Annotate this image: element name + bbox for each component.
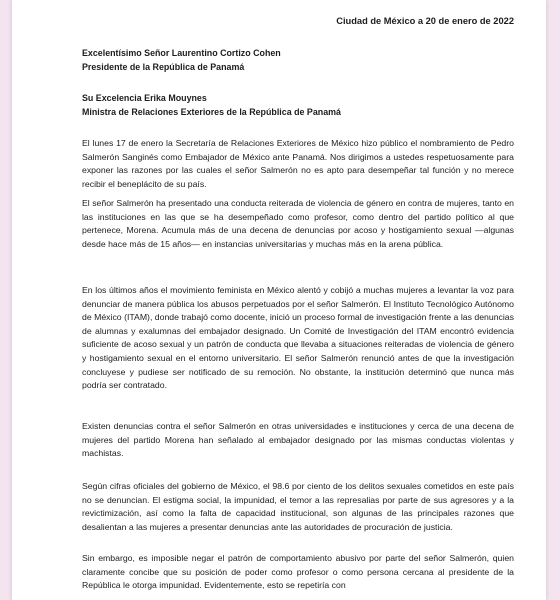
letter-paragraph-3: En los últimos años el movimiento feminista en México alentó y cobijó a muchas mujeres a levantar la voz para denunciar de manera pública los abusos perpetuados por el señor Salmerón. El Instituto Tecnológico Autónomo de México (ITAM), donde trabajó como docente, inició un proceso formal de investigación frente a las denuncias de alumnas y exalumnas del embajador designado. Un Comité de Investigación del ITAM encontró evidencia suficiente de acoso sexual y un patrón de conducta que llevaba a situaciones reiteradas de violencia de género y hostigamiento sexual en el entorno universitario. El señor Salmerón renunció antes de que la investigación concluyese y pudiese ser notificado de su remoción. No obstante, la institución determinó que nunca más podría ser contratado. (82, 285, 514, 391)
addressee-minister (82, 91, 341, 119)
letter-paragraph-4: Existen denuncias contra el señor Salmerón en otras universidades e instituciones y cerca de una decena de mujeres del partido Morena han señalado al embajador designado por las mismas conductas violentas y machistas. (82, 421, 514, 459)
addressee-president-name: Excelentísimo Señor Laurentino Cortizo Cohen (82, 48, 281, 58)
letter-page (12, 0, 546, 600)
letter-paragraph-5: Según cifras oficiales del gobierno de México, el 98.6 por ciento de los delitos sexuales cometidos en este país no se denuncian. El estigma social, la impunidad, el temor a las represalias por parte de sus agresores y a la revictimización, así como la falta de capacidad institucional, son algunas de las principales razones que desalientan a las mujeres a presentar denuncias ante las autoridades de procuración de justicia. (82, 481, 514, 532)
letter-paragraph-6: Sin embargo, es imposible negar el patrón de comportamiento abusivo por parte del señor Salmerón, quien claramente concibe que su posición de poder como profesor o como persona cercana al presidente de la República le otorga impunidad. Evidentemente, esto se repetiría con (82, 553, 514, 591)
addressee-minister-name: Su Excelencia Erika Mouynes (82, 93, 207, 103)
addressee-president (82, 46, 281, 74)
addressee-minister-title: Ministra de Relaciones Exteriores de la República de Panamá (82, 107, 341, 117)
addressee-president-title: Presidente de la República de Panamá (82, 62, 245, 72)
letter-paragraph-2: El señor Salmerón ha presentado una conducta reiterada de violencia de género en contra de mujeres, tanto en las instituciones en las que se ha desempeñado como profesor, como dentro del partido político al que pertenece, Morena. Acumula más de una decena de denuncias por acoso y hostigamiento sexual —algunas desde hace más de 15 años— en instancias universitarias y muchas más en la arena pública. (82, 198, 514, 249)
letter-date: Ciudad de México a 20 de enero de 2022 (336, 16, 514, 26)
letter-paragraph-1: El lunes 17 de enero la Secretaría de Relaciones Exteriores de México hizo público el nombramiento de Pedro Salmerón Sanginés como Embajador de México ante Panamá. Nos dirigimos a ustedes respetuosamente para exponer las razones por las cuales el señor Salmerón no es apto para desempeñar tal función y no merece recibir el beneplácito de su país. (82, 138, 514, 189)
